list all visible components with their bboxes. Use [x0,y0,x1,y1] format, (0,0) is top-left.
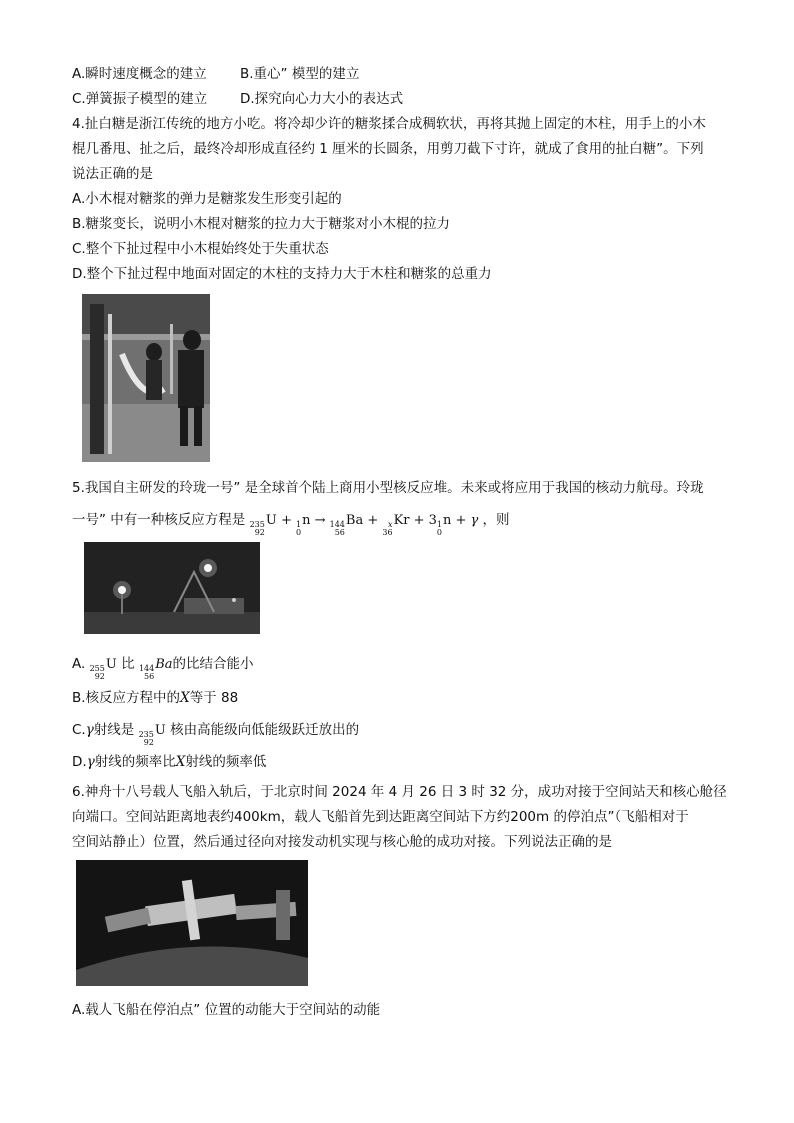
q5-option-a: A. 255 92 U 比 144 56 Ba的比结合能小 [72,656,254,681]
q4-photo-drawing [82,294,210,462]
q4-option-c: C.整个下扯过程中小木棍始终处于失重状态 [72,241,329,257]
q3-option-a: A.瞬时速度概念的建立 [72,66,207,82]
q4-stem-line3: 说法正确的是 [72,166,153,182]
q4-option-b: B.糖浆变长，说明小木棍对糖浆的拉力大于糖浆对小木棍的拉力 [72,216,451,232]
q6-line3: 空间站静止）位置，然后通过径向对接发动机实现与核心舱的成功对接。下列说法正确的是 [72,834,612,850]
q6-option-a: A.载人飞船在停泊点” 位置的动能大于空间站的动能 [72,1002,381,1018]
q4-photo [82,294,210,462]
q5-option-c: C.γ射线是 235 92 U 核由高能级向低能级跃迁放出的 [72,722,360,747]
q3-option-d: D.探究向心力大小的表达式 [240,91,404,107]
q5-stem-line2 [72,510,509,537]
q4-stem-line2: 棍几番甩、扯之后，最终冷却形成直径约 1 厘米的长圆条，用剪刀截下寸许，就成了食用的扯白糖”。下列 [72,141,704,157]
nuclear-equation: 235 92 U + 1 0 n → 144 56 Ba + x 36 Kr + 3 1 0 n + γ [249,513,479,537]
q5-stem-line2-prefix: 一号” 中有一种核反应方程是 [72,512,246,528]
q6-photo [76,860,308,986]
q6-line1: 6.神舟十八号载人飞船入轨后，于北京时间 2024 年 4 月 26 日 3 时 32 分，成功对接于空间站天和核心舱径 [72,784,727,800]
q4-option-a: A.小木棍对糖浆的弹力是糖浆发生形变引起的 [72,191,342,207]
q6-line2: 向端口。空间站距离地表约400km，载人飞船首先到达距离空间站下方约200m 的停泊点”（飞船相对于 [72,809,689,825]
q5-option-d: D.γ射线的频率比X射线的频率低 [72,754,267,770]
q5-option-b: B.核反应方程中的X等于 88 [72,690,239,706]
q5-photo [84,542,260,634]
q4-option-d: D.整个下扯过程中地面对固定的木柱的支持力大于木柱和糖浆的总重力 [72,266,492,282]
q5-photo-drawing [84,542,260,634]
q3-option-c: C.弹簧振子模型的建立 [72,91,208,107]
q5-stem-line1: 5.我国自主研发的玲珑一号” 是全球首个陆上商用小型核反应堆。未来或将应用于我国的核动力航母。玲珑 [72,480,704,496]
q3-option-b: B.重心” 模型的建立 [240,66,360,82]
q4-stem-line1: 4.扯白糖是浙江传统的地方小吃。将冷却少许的糖浆揉合成稠软状，再将其抛上固定的木柱，用手上的小木 [72,116,706,132]
q5-stem-line2-suffix: ，则 [482,512,510,528]
q6-photo-drawing [76,860,308,986]
